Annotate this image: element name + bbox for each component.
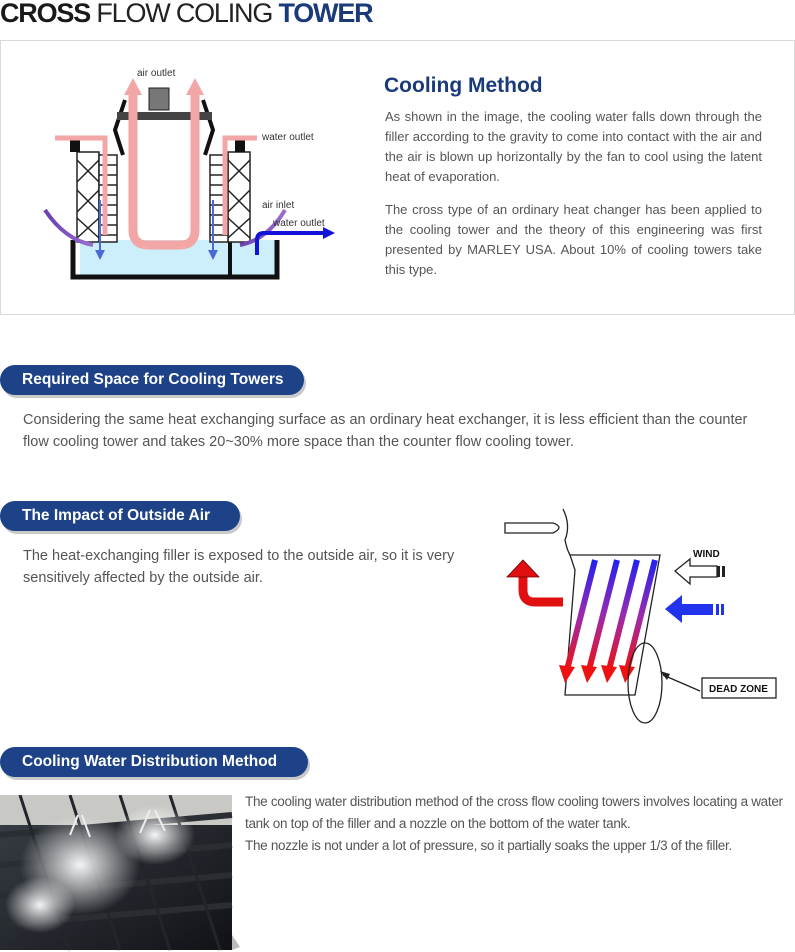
dead-zone-label: DEAD ZONE [709, 684, 768, 695]
page-title-bold-2: TOWER [278, 0, 373, 28]
wind-label: WIND [693, 549, 720, 560]
distribution-text [245, 791, 785, 857]
cross-flow-tower-diagram [35, 60, 345, 285]
nozzle-spray-photo [0, 795, 240, 952]
label-air-outlet: air outlet [137, 68, 176, 79]
label-water-outlet-bottom: water outlet [273, 218, 325, 229]
page-title-light: FLOW COLING [90, 0, 279, 28]
page-title-bold-1: CROSS [0, 0, 91, 28]
cold-air-arrow [665, 595, 713, 623]
warm-air-arrow [523, 575, 563, 602]
filler-right [210, 152, 250, 242]
wind-arrow [675, 559, 717, 584]
vent-outline [505, 523, 559, 533]
outside-air-diagram [495, 505, 790, 730]
distribution-line-2: The nozzle is not under a lot of pressure, so it partially soaks the upper 1/3 of the filler. [245, 838, 732, 853]
distribution-heading: Cooling Water Distribution Method [0, 747, 308, 777]
cooling-method-paragraph-1: As shown in the image, the cooling water falls down through the filler according to the gravity to come into contact with the air and the air is blown up horizontally by the fan to cool using the latent heat of evaporation. [385, 109, 762, 184]
filler-left [77, 152, 117, 242]
distribution-line-1: The cooling water distribution method of the cross flow cooling towers involves locating a water tank on top of the filler and a nozzle on the bottom of the water tank. [245, 794, 783, 831]
outside-air-text: The heat-exchanging filler is exposed to the outside air, so it is very sensitively affected by the outside air. [23, 548, 455, 586]
page-title [0, 0, 372, 29]
required-space-heading: Required Space for Cooling Towers [0, 365, 304, 395]
outside-air-heading: The Impact of Outside Air [0, 501, 240, 531]
cooling-method-title: Cooling Method [384, 74, 543, 97]
fan-motor [149, 88, 169, 110]
label-water-outlet-top: water outlet [262, 132, 314, 143]
label-air-inlet: air inlet [262, 200, 295, 211]
required-space-text: Considering the same heat exchanging surface as an ordinary heat exchanger, it is less efficient than the counter flow cooling tower and takes 20~30% more space than the counter flow cooling tower. [23, 412, 748, 450]
cooling-method-paragraph-2: The cross type of an ordinary heat changer has been applied to the cooling tower and the theory of this engineering was first presented by MARLEY USA. About 10% of cooling towers take this type. [385, 202, 762, 277]
